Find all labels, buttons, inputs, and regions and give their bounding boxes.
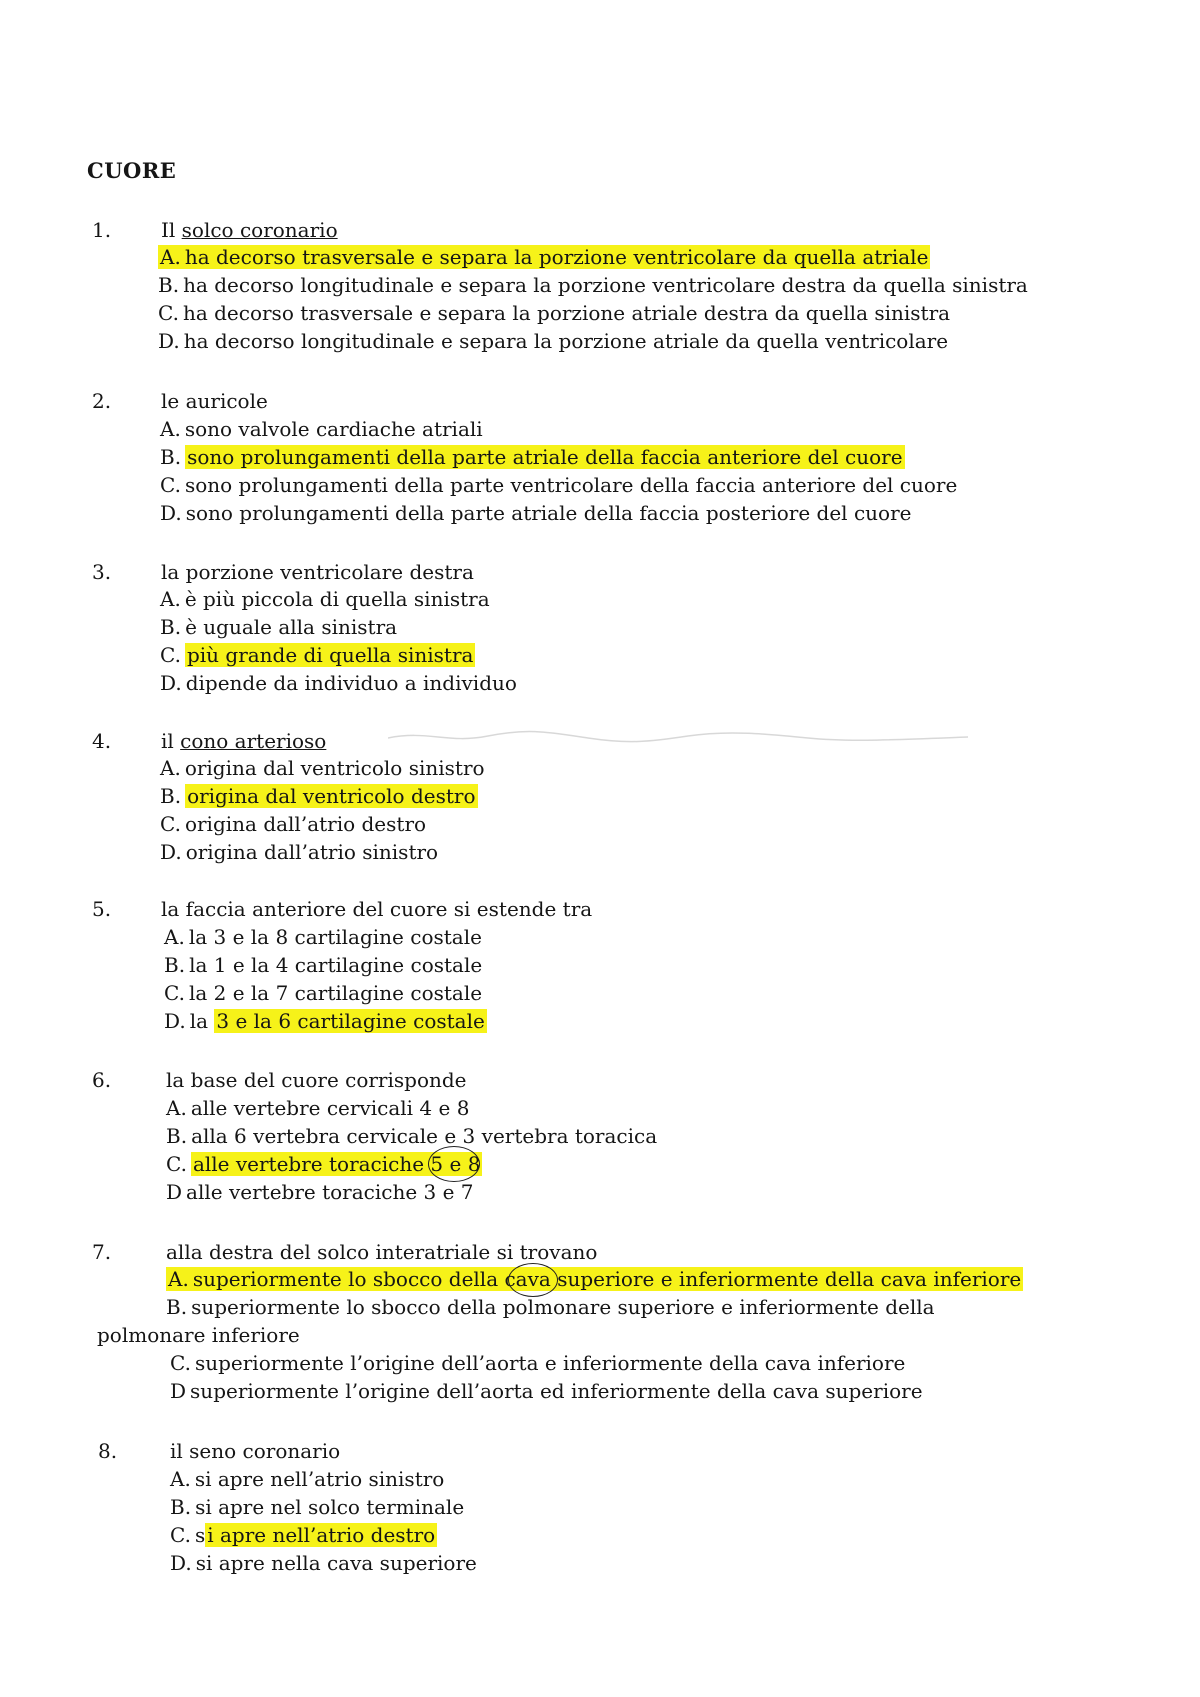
answer-option: C. s i apre nell’atrio destro [170, 1523, 436, 1547]
answer-option: D alle vertebre toraciche 3 e 7 [166, 1180, 474, 1204]
question-number: 6. [92, 1068, 112, 1092]
question-number: 3. [92, 560, 112, 584]
question-number: 4. [92, 729, 112, 753]
answer-option: D. la 3 e la 6 cartilagine costale [164, 1009, 485, 1033]
question-stem: le auricole [161, 389, 268, 413]
answer-option: B. è uguale alla sinistra [160, 615, 398, 639]
answer-option: A. superiormente lo sbocco della cava superiore e inferiormente della cava inferiore [168, 1267, 1022, 1291]
pen-circle-mark [508, 1263, 558, 1297]
question-stem: la base del cuore corrisponde [166, 1068, 467, 1092]
question-stem: il seno coronario [170, 1439, 341, 1463]
answer-option: D. sono prolungamenti della parte atriale della faccia posteriore del cuore [160, 501, 912, 525]
answer-option: C. superiormente l’origine dell’aorta e inferiormente della cava inferiore [170, 1351, 906, 1375]
answer-option: D. ha decorso longitudinale e separa la porzione atriale da quella ventricolare [158, 329, 949, 353]
question-number: 7. [92, 1240, 112, 1264]
answer-option: A. origina dal ventricolo sinistro [160, 756, 485, 780]
page-title: CUORE [87, 158, 177, 183]
answer-option: B. ha decorso longitudinale e separa la porzione ventricolare destra da quella sinistra [158, 273, 1028, 297]
question-stem: alla destra del solco interatriale si trovano [166, 1240, 598, 1264]
answer-option: A. sono valvole cardiache atriali [160, 417, 483, 441]
answer-option: B. si apre nel solco terminale [170, 1495, 465, 1519]
question-stem: il cono arterioso [161, 729, 327, 753]
answer-option: B. sono prolungamenti della parte atriale della faccia anteriore del cuore [160, 445, 903, 469]
answer-option: C. ha decorso trasversale e separa la porzione atriale destra da quella sinistra [158, 301, 951, 325]
answer-option: D superiormente l’origine dell’aorta ed inferiormente della cava superiore [170, 1379, 923, 1403]
answer-option: B. superiormente lo sbocco della polmonare superiore e inferiormente della [166, 1295, 935, 1319]
question-stem: la faccia anteriore del cuore si estende tra [161, 897, 593, 921]
answer-option: B. alla 6 vertebra cervicale e 3 vertebra toracica [166, 1124, 658, 1148]
answer-option: C. la 2 e la 7 cartilagine costale [164, 981, 483, 1005]
answer-option: D. origina dall’atrio sinistro [160, 840, 439, 864]
answer-option: C. alle vertebre toraciche 5 e 8 [166, 1152, 481, 1176]
answer-option: D. dipende da individuo a individuo [160, 671, 517, 695]
answer-option: A. è più piccola di quella sinistra [160, 587, 490, 611]
question-stem: Il solco coronario [161, 218, 338, 242]
question-number: 2. [92, 389, 112, 413]
answer-option: A. la 3 e la 8 cartilagine costale [164, 925, 482, 949]
answer-option: A. si apre nell’atrio sinistro [170, 1467, 445, 1491]
answer-option: C. sono prolungamenti della parte ventricolare della faccia anteriore del cuore [160, 473, 958, 497]
answer-option: D. si apre nella cava superiore [170, 1551, 477, 1575]
question-number: 8. [98, 1439, 118, 1463]
pen-circle-mark [428, 1146, 480, 1182]
answer-option: A. alle vertebre cervicali 4 e 8 [166, 1096, 470, 1120]
pencil-scribble [388, 728, 968, 746]
answer-option: B. origina dal ventricolo destro [160, 784, 476, 808]
question-number: 1. [92, 218, 112, 242]
answer-option: C. origina dall’atrio destro [160, 812, 427, 836]
question-stem: la porzione ventricolare destra [161, 560, 474, 584]
answer-option: C. più grande di quella sinistra [160, 643, 474, 667]
question-number: 5. [92, 897, 112, 921]
answer-option: A. ha decorso trasversale e separa la porzione ventricolare da quella atriale [160, 245, 929, 269]
answer-option-continuation: polmonare inferiore [97, 1323, 300, 1347]
answer-option: B. la 1 e la 4 cartilagine costale [164, 953, 483, 977]
